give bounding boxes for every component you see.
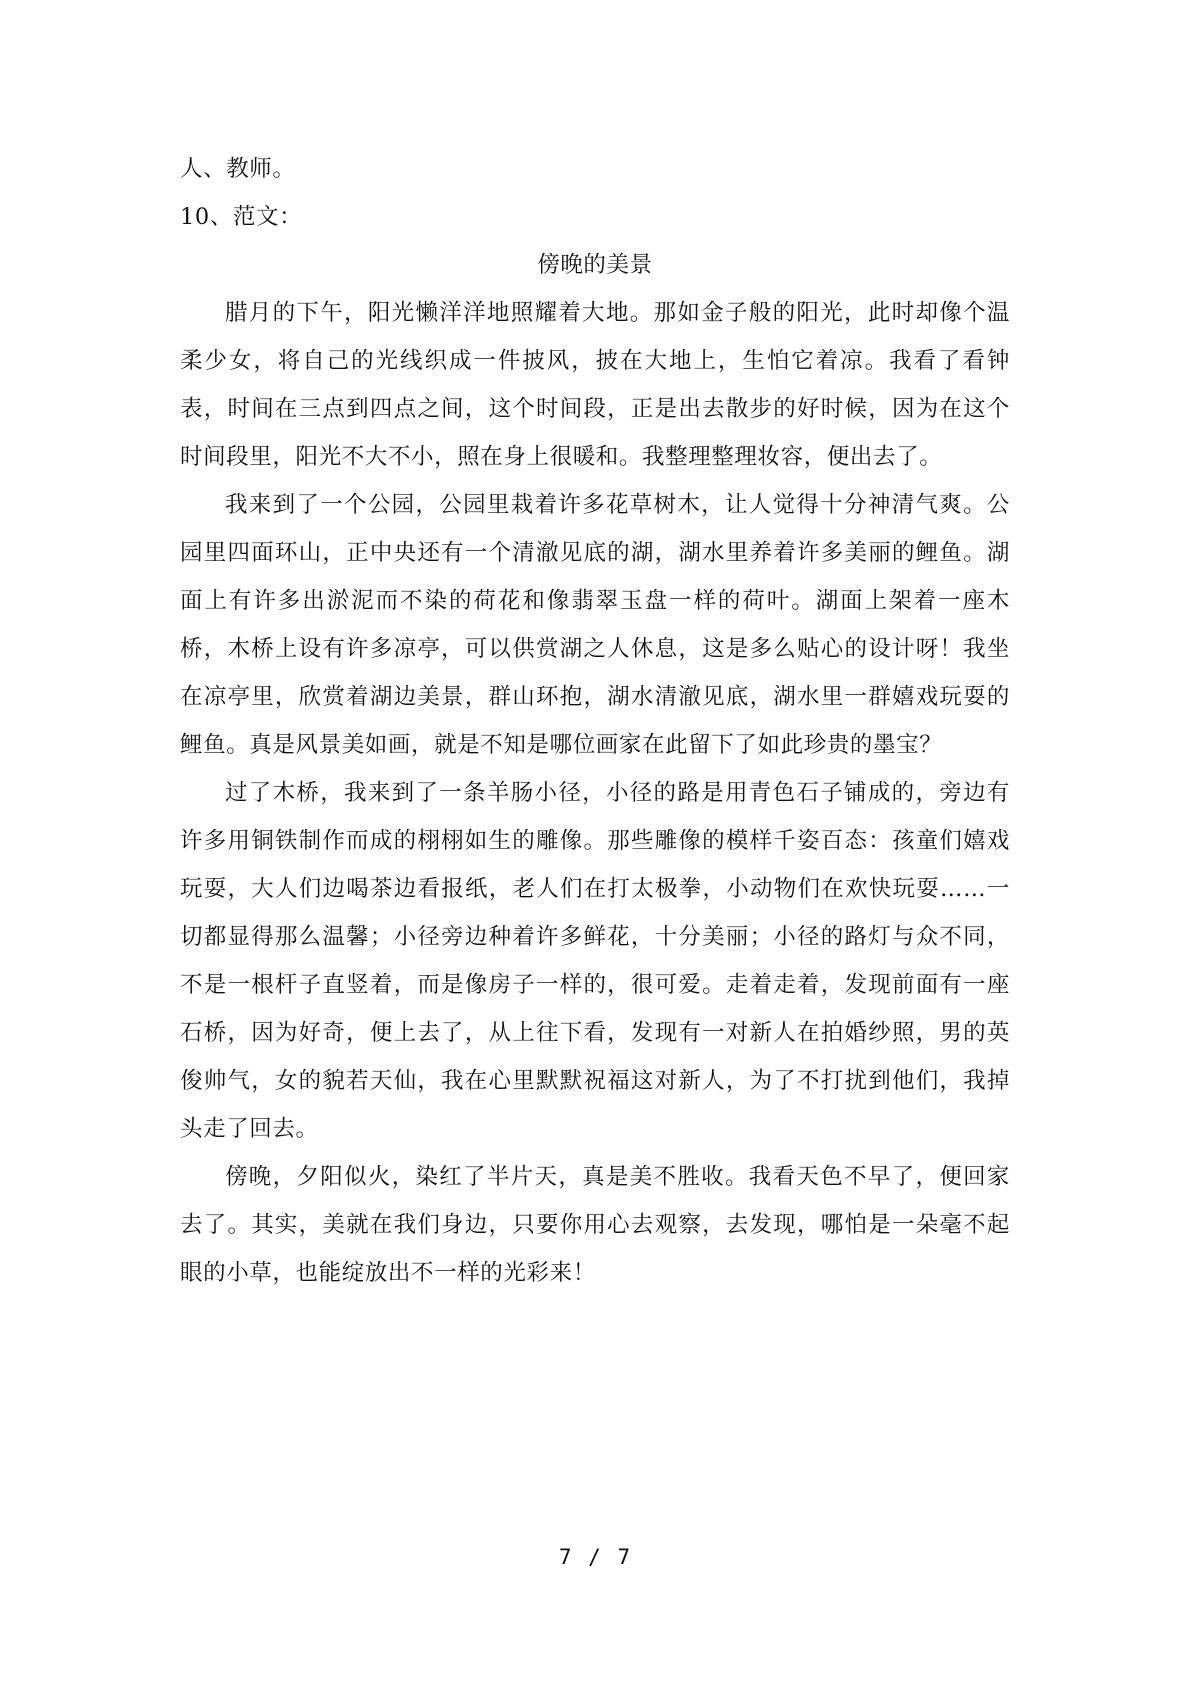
essay-paragraph-3: 过了木桥，我来到了一条羊肠小径，小径的路是用青色石子铺成的，旁边有许多用铜铁制作而成的栩栩如生的雕像。那些雕像的模样千姿百态：孩童们嬉戏玩耍，大人们边喝茶边看报纸，老人们在打太极拳，小动物们在欢快玩耍……一切都显得那么温馨；小径旁边种着许多鲜花，十分美丽；小径的路灯与众不同，不是一根杆子直竖着，而是像房子一样的，很可爱。走着走着，发现前面有一座石桥，因为好奇，便上去了，从上往下看，发现有一对新人在拍婚纱照，男的英俊帅气，女的貌若天仙，我在心里默默祝福这对新人，为了不打扰到他们，我掉头走了回去。 bbox=[180, 780, 1010, 1142]
question-10-label: 10、范文： bbox=[180, 204, 303, 230]
page-number: 7 / 7 bbox=[558, 1545, 633, 1569]
essay-paragraph-4: 傍晚，夕阳似火，染红了半片天，真是美不胜收。我看天色不早了，便回家去了。其实，美就在我们身边，只要你用心去观察，去发现，哪怕是一朵毫不起眼的小草，也能绽放出不一样的光彩来！ bbox=[180, 1164, 1010, 1286]
essay-paragraph-2: 我来到了一个公园，公园里栽着许多花草树木，让人觉得十分神清气爽。公园里四面环山，正中央还有一个清澈见底的湖，湖水里养着许多美丽的鲤鱼。湖面上有许多出淤泥而不染的荷花和像翡翠玉盘一样的荷叶。湖面上架着一座木桥，木桥上设有许多凉亭，可以供赏湖之人休息，这是多么贴心的设计呀！我坐在凉亭里，欣赏着湖边美景，群山环抱，湖水清澈见底，湖水里一群嬉戏玩耍的鲤鱼。真是风景美如画，就是不知是哪位画家在此留下了如此珍贵的墨宝？ bbox=[180, 492, 1010, 758]
essay-title: 傍晚的美景 bbox=[537, 252, 653, 278]
document-body bbox=[180, 145, 1010, 1297]
answer-line-end: 人、教师。 bbox=[180, 156, 296, 182]
essay-paragraph-1: 腊月的下午，阳光懒洋洋地照耀着大地。那如金子般的阳光，此时却像个温柔少女，将自己的光线织成一件披风，披在大地上，生怕它着凉。我看了看钟表，时间在三点到四点之间，这个时间段，正是出去散步的好时候，因为在这个时间段里，阳光不大不小，照在身上很暖和。我整理整理妆容，便出去了。 bbox=[180, 300, 1010, 470]
